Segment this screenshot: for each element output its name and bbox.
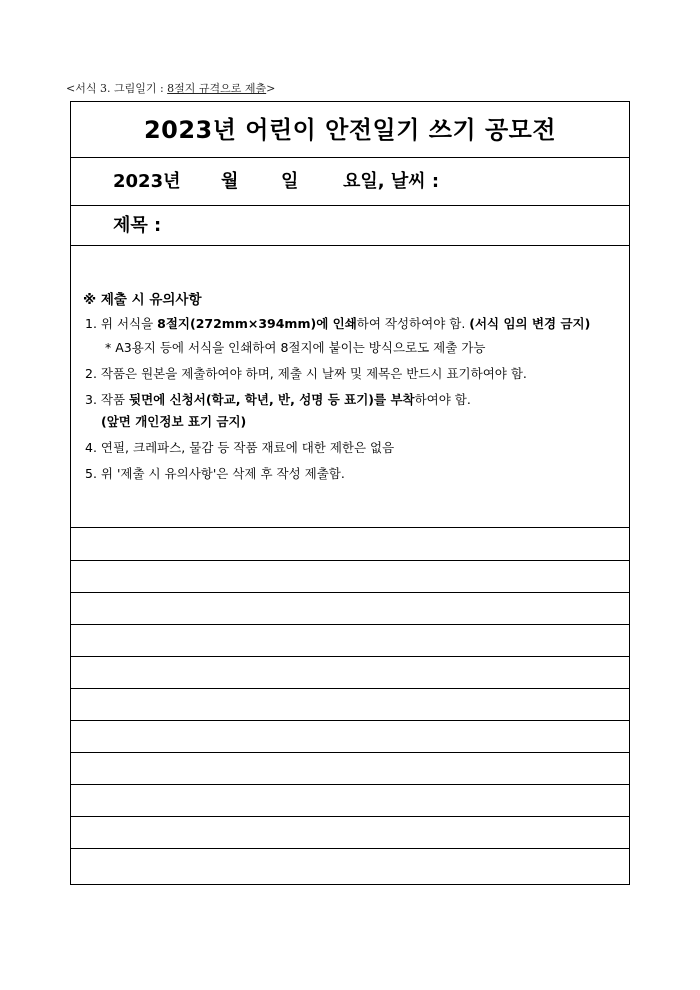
writing-line (71, 560, 629, 561)
diary-form (70, 101, 630, 885)
notes-section (71, 246, 629, 528)
note-1-text-c: 하여 작성하여야 함. (356, 316, 470, 331)
note-item-3 (85, 390, 471, 408)
writing-line (71, 752, 629, 753)
note-item-3-sub (101, 412, 246, 430)
date-row (71, 158, 629, 206)
writing-line (71, 592, 629, 593)
note-4-text: 4. 연필, 크레파스, 물감 등 작품 재료에 대한 제한은 없음 (85, 440, 395, 455)
writing-line (71, 848, 629, 849)
note-item-1-sub (105, 338, 485, 356)
date-day: 일 (281, 171, 299, 192)
writing-line (71, 816, 629, 817)
date-month: 월 (221, 171, 239, 192)
note-3-sub-text: (앞면 개인정보 표기 금지) (101, 414, 247, 429)
writing-line (71, 784, 629, 785)
writing-line (71, 624, 629, 625)
writing-line (71, 688, 629, 689)
subject-row (71, 206, 629, 246)
note-3-text-a: 3. 작품 (85, 392, 130, 407)
writing-area[interactable] (71, 528, 629, 884)
subject-label: 제목 : (113, 215, 162, 236)
caption-suffix: > (266, 82, 276, 95)
caption-prefix: <서식 3. 그림일기 : (66, 82, 168, 95)
note-3-text-b: 뒷면에 신청서(학교, 학년, 반, 성명 등 표기)를 부착 (129, 392, 415, 407)
note-1-text-a: 1. 위 서식을 (85, 316, 158, 331)
date-weekday-weather: 요일, 날씨 : (343, 171, 440, 192)
note-item-2 (85, 364, 527, 382)
caption-underlined: 8절지 규격으로 제출 (167, 82, 267, 95)
date-year: 2023년 (113, 171, 181, 192)
note-1-sub-text: * A3용지 등에 서식을 인쇄하여 8절지에 붙이는 방식으로도 제출 가능 (105, 340, 486, 355)
note-item-1 (85, 314, 590, 332)
note-item-4 (85, 438, 394, 456)
note-item-5 (85, 464, 345, 482)
form-title: 2023년 어린이 안전일기 쓰기 공모전 (143, 116, 557, 144)
form-caption (66, 80, 275, 96)
writing-line (71, 720, 629, 721)
title-row (71, 102, 629, 158)
note-1-text-d: (서식 임의 변경 금지) (469, 316, 591, 331)
note-1-text-b: 8절지(272mm×394mm)에 인쇄 (157, 316, 357, 331)
notes-heading: ※ 제출 시 유의사항 (83, 292, 202, 308)
note-3-text-c: 하여야 함. (414, 392, 471, 407)
note-2-text: 2. 작품은 원본을 제출하여야 하며, 제출 시 날짜 및 제목은 반드시 표기하여야 함. (85, 366, 527, 381)
note-5-text: 5. 위 '제출 시 유의사항'은 삭제 후 작성 제출함. (85, 466, 345, 481)
writing-line (71, 656, 629, 657)
